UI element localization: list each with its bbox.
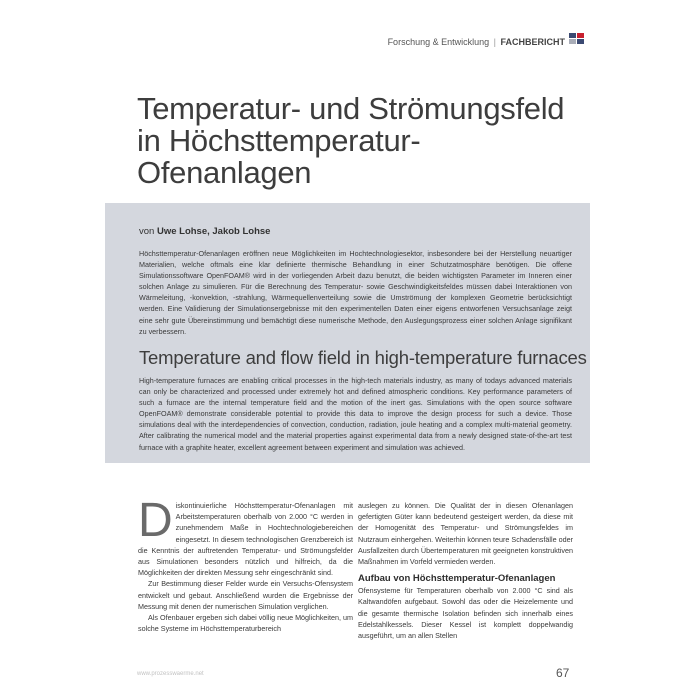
footer-url: www.prozesswaerme.net — [137, 671, 204, 677]
page-number: 67 — [556, 666, 570, 680]
title-line-1: Temperatur- und Strömungsfeld — [137, 91, 565, 126]
body-paragraph-1 — [138, 494, 353, 578]
title-line-3: Ofenanlagen — [137, 155, 312, 190]
byline — [139, 226, 270, 237]
publisher-logo-icon — [569, 33, 585, 45]
body-paragraph-3: Als Ofenbauer ergeben sich dabei völlig neue Möglichkeiten, um solche Systeme im Höchsttemperaturbereich — [138, 613, 353, 634]
section-heading: Aufbau von Höchsttemperatur-Ofenanlagen — [358, 573, 556, 585]
abstract-german: Höchsttemperatur-Ofenanlagen eröffnen neue Möglichkeiten im Hochtechnologiesektor, insbesondere bei der Herstellung neuartiger Materialien, welche oftmals eine klar definierte thermische Behandlung in einer Schutzatmosphäre benötigen. Die offene Simulationssoftware OpenFOAM® wird in der vorliegenden Arbeit dazu benutzt, die beiden wichtigsten Parameter im Inneren einer solchen Anlage zu simulieren. Für die Berechnung des Temperatur- sowie Geschwindigkeitsfeldes müssen dabei Interaktionen von Wärmeleitung, -konvektion, -strahlung, Wärmequellenverteilung sowie die Umströmung der komplexen Geometrie berücksichtigt werden. Eine Validierung der Simulationsergebnisse mit den experimentellen Daten einer eigens entworfenen Versuchsanlage zeigt eine sehr gute Übereinstimmung und bemächtigt diese numerische Methode, den Auslegungsprozess einer solchen Anlage signifikant zu verbessern. — [139, 249, 572, 336]
title-line-2: in Höchsttemperatur- — [137, 123, 421, 158]
body-paragraph-5: Ofensysteme für Temperaturen oberhalb von 2.000 °C sind als Kaltwandöfen aufgebaut. Sowohl das oder die Heizelemente und die gesamte thermische Isolation befinden sich innerhalb eines Edelstahlkessels. Dieser Kessel ist komplett doppelwandig ausgeführt, um an allen Stellen — [358, 586, 573, 641]
body-column-2 — [358, 500, 573, 641]
byline-prefix: von — [139, 226, 155, 237]
body-paragraph-1-text: iskontinuierliche Höchsttemperatur-Ofenanlagen mit Arbeitstemperaturen oberhalb von 2.000 °C werden in zunehmendem Maße in Hochtechnologiebereichen eingesetzt. In diesem technologischen Grenzbereich ist die Kenntnis der auftretenden Temperatur- und Strömungsfelder aus Simulationen besonders nützlich und hilfreich, da die Möglichkeiten der direkten Messung sehr eingeschränkt sind. — [138, 501, 353, 578]
body-column-1 — [138, 494, 353, 634]
header-separator: | — [493, 37, 496, 47]
abstract-english: High-temperature furnaces are enabling critical processes in the high-tech materials industry, as many of todays advanced materials can only be characterized and processed under extremely hot and defined atmospheric conditions. Key performance parameters of such a furnace are the internal temperature field and the motion of the inert gas. Simulations with the open source software OpenFOAM® demonstrate considerable potential to provide this data to improve the design process for such a device. Those simulations deal with the interdependencies of convection, conduction, radiation, joule heating and a complex multi-material geometry. After calibrating the numerical model and the material properties against experimental data from a newly designed state-of-the-art test furnace with a graphite heater, excellent agreement between experiment and simulation was achieved. — [139, 376, 572, 452]
header-category: FACHBERICHT — [500, 37, 565, 47]
body-paragraph-4: auslegen zu können. Die Qualität der in diesen Ofenanlagen gefertigten Güter kann bedeutend gesteigert werden, da diese mit der Homogenität des Temperatur- und Strömungsfeldes im Nutzraum einhergehen. Weiterhin können teure Schadensfälle oder Ausfallzeiten durch Übertemperaturen mit geeigneten konstruktiven Maßnahmen im Vorfeld vermieden werden. — [358, 501, 573, 567]
body-paragraph-2: Zur Bestimmung dieser Felder wurde ein Versuchs-Ofensystem entwickelt und gebaut. Anschließend wurden die Ergebnisse der Messung mit denen der numerischen Simulation verglichen. — [138, 579, 353, 611]
article-title — [137, 93, 567, 189]
english-title: Temperature and flow field in high-temperature furnaces — [139, 347, 587, 368]
author-names: Uwe Lohse, Jakob Lohse — [156, 226, 271, 237]
header-section: Forschung & Entwicklung — [387, 37, 490, 47]
running-header — [388, 37, 565, 47]
drop-cap: D — [138, 494, 173, 547]
